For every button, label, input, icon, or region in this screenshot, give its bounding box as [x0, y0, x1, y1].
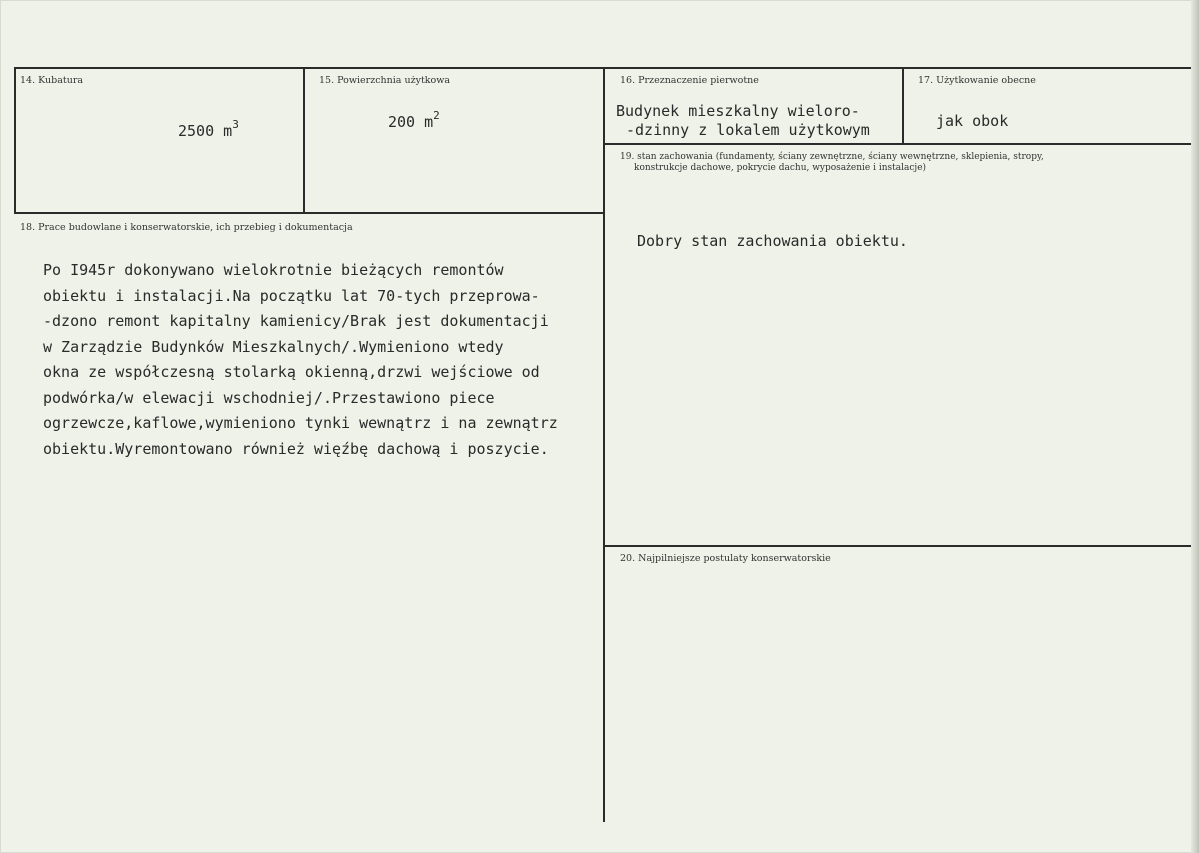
divider-16-17 [902, 67, 904, 143]
prace-line-3: -dzono remont kapitalny kamienicy/Brak jest dokumentacji [43, 312, 549, 330]
powierzchnia-label: 15. Powierzchnia użytkowa [319, 75, 451, 86]
przeznaczenie-label: 16. Przeznaczenie pierwotne [620, 75, 759, 86]
powierzchnia-number: 200 m [388, 113, 434, 131]
stan-zachowania-label-line-2: konstrukcje dachowe, pokrycie dachu, wyposażenie i instalacje) [634, 163, 927, 173]
prace-line-1: Po I945r dokonywano wielokrotnie bieżących remontów [43, 261, 504, 279]
divider-18-top [14, 212, 604, 214]
prace-line-8: obiektu.Wyremontowano również więźbę dachową i poszycie. [43, 439, 549, 458]
left-border-line [14, 67, 16, 214]
uzytkowanie-label: 17. Użytkowanie obecne [918, 75, 1036, 86]
divider-14-15 [303, 67, 305, 214]
prace-line-5: okna ze współczesną stolarką okienną,drzwi wejściowe od [43, 363, 540, 381]
prace-budowlane-label: 18. Prace budowlane i konserwatorskie, ich przebieg i dokumentacja [20, 222, 353, 233]
prace-line-2: obiektu i instalacji.Na początku lat 70-tych przeprowa- [43, 286, 540, 305]
prace-budowlane-text [43, 258, 558, 462]
przeznaczenie-line-1: Budynek mieszkalny wieloro- [616, 102, 860, 120]
kubatura-value [178, 120, 239, 140]
postulaty-label: 20. Najpilniejsze postulaty konserwatorskie [620, 553, 831, 564]
kubatura-exponent: 3 [232, 118, 239, 131]
card-edge [1191, 0, 1199, 853]
prace-line-4: w Zarządzie Budynków Mieszkalnych/.Wymieniono wtedy [43, 337, 504, 356]
uzytkowanie-value: jak obok [936, 112, 1009, 130]
powierzchnia-value [388, 111, 440, 131]
kubatura-label: 14. Kubatura [20, 75, 84, 86]
powierzchnia-exponent: 2 [433, 109, 440, 122]
przeznaczenie-line-2: -dzinny z lokalem użytkowym [626, 121, 870, 139]
prace-line-7: ogrzewcze,kaflowe,wymieniono tynki wewnątrz i na zewnątrz [43, 414, 558, 432]
stan-zachowania-label-line-1: 19. stan zachowania (fundamenty, ściany zewnętrzne, ściany wewnętrzne, sklepienia, stropy, [620, 152, 1044, 162]
prace-line-6: podwórka/w elewacji wschodniej/.Przestawiono piece [43, 388, 495, 407]
kubatura-number: 2500 m [178, 122, 233, 140]
divider-20-top [604, 545, 1191, 547]
divider-19-top [604, 143, 1191, 145]
stan-zachowania-value: Dobry stan zachowania obiektu. [637, 232, 908, 250]
center-divider [603, 67, 605, 822]
